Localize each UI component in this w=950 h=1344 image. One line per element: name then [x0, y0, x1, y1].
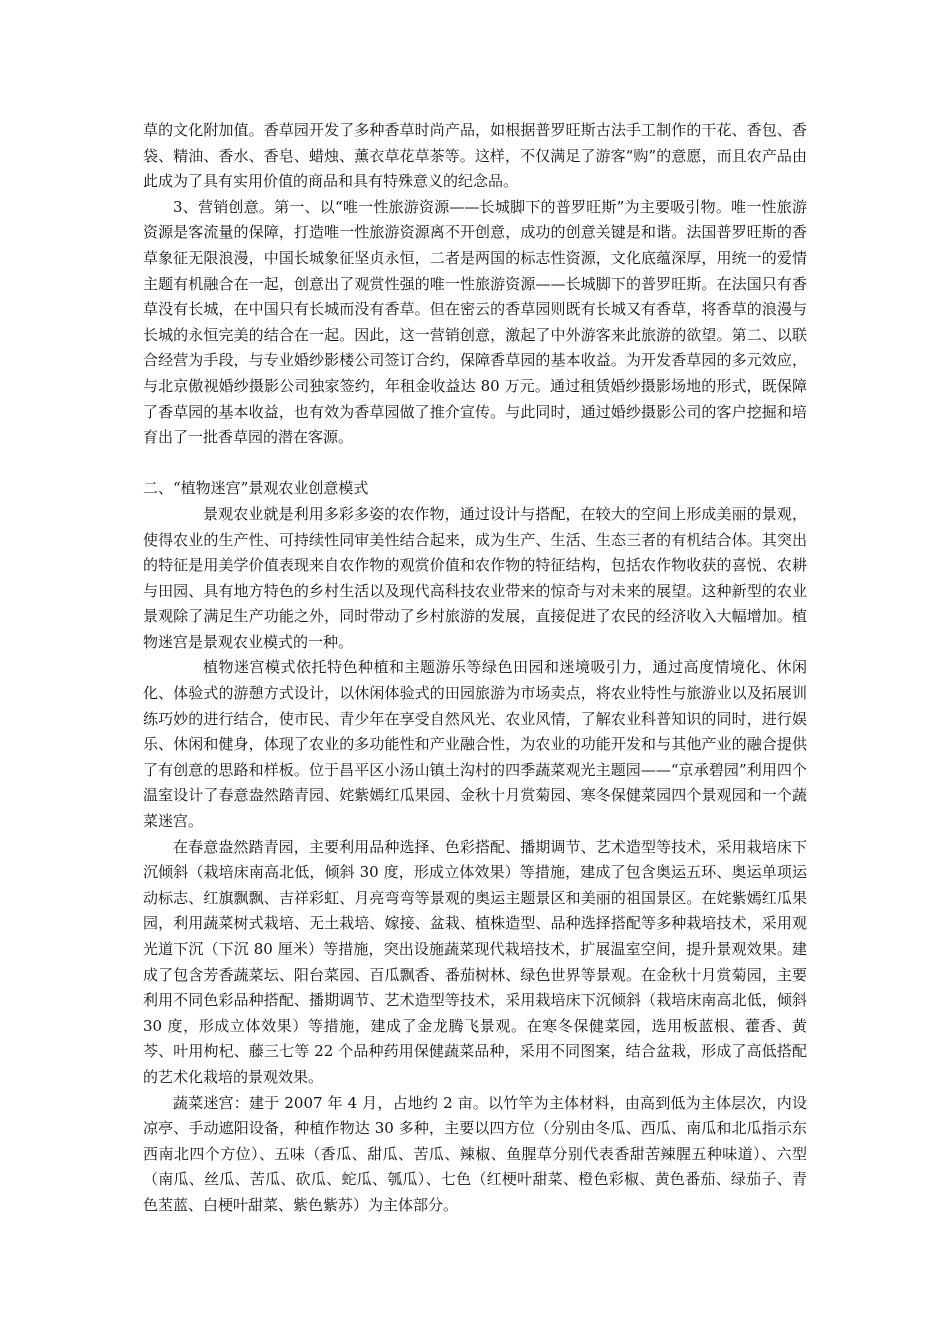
- paragraph-vegetable-maze: 蔬菜迷宫：建于 2007 年 4 月，占地约 2 亩。以竹竿为主体材料，由高到低为主体层次，内设凉亭、手动遮阳设备，种植作物达 30 多种，主要以四方位（分别由冬瓜、西瓜、南瓜和北瓜指示东西南北四个方位）、五味（香瓜、甜瓜、苦瓜、辣椒、鱼腥草分别代表香甜苦辣腥五种味道）、六型（南瓜、丝瓜、苦瓜、砍瓜、蛇瓜、瓠瓜）、七色（红梗叶甜菜、橙色彩椒、黄色番茄、绿茄子、青色苤蓝、白梗叶甜菜、紫色紫苏）为主体部分。: [143, 1093, 807, 1214]
- paragraph-marketing-creativity: 3、营销创意。第一、以“唯一性旅游资源——长城脚下的普罗旺斯”为主要吸引物。唯一性旅游资源是客流量的保障，打造唯一性旅游资源离不开创意，成功的创意关键是和谐。法国普罗旺斯的香草象征无限浪漫，中国长城象征坚贞永恒，二者是两国的标志性资源，文化底蕴深厚，用统一的爱情主题有机融合在一起，创意出了观赏性强的唯一性旅游资源——长城脚下的普罗旺斯。在法国只有香草没有长城，在中国只有长城而没有香草。但在密云的香草园则既有长城又有香草，将香草的浪漫与长城的永恒完美的结合在一起。因此，这一营销创意，激起了中外游客来此旅游的欲望。第二、以联合经营为手段，与专业婚纱影楼公司签订合约，保障香草园的基本收益。为开发香草园的多元效应，与北京傲视婚纱摄影公司独家签约，年租金收益达 80 万元。通过租赁婚纱摄影场地的形式，既保障了香草园的基本收益，也有效为香草园做了推介宣传。与此同时，通过婚纱摄影公司的客户挖掘和培育出了一批香草园的潜在客源。: [143, 197, 807, 447]
- blank-line: [143, 451, 807, 477]
- paragraph-garden-details: 在春意盎然踏青园，主要利用品种选择、色彩搭配、播期调节、艺术造型等技术，采用栽培床下沉倾斜（栽培床南高北低，倾斜 30 度，形成立体效果）等措施，建成了包含奥运五环、奥运单项运动标志、红旗飘飘、吉祥彩虹、月亮弯弯等景观的奥运主题景区和美丽的祖国景区。在姹紫嫣红瓜果园，利用蔬菜树式栽培、无土栽培、嫁接、盆栽、植株造型、品种选择搭配等多种栽培技术，采用观光道下沉（下沉 80 厘米）等措施，突出设施蔬菜现代栽培技术，扩展温室空间，提升景观效果。建成了包含芳香蔬菜坛、阳台菜园、百瓜飘香、番茄树林、绿色世界等景观。在金秋十月赏菊园，主要利用不同色彩品种搭配、播期调节、艺术造型等技术，采用栽培床下沉倾斜（栽培床南高北低，倾斜 30 度，形成立体效果）等措施，建成了金龙腾飞景观。在寒冬保健菜园，选用板蓝根、藿香、黄芩、叶用枸杞、藤三七等 22 个品种药用保健蔬菜品种，采用不同图案，结合盆栽，形成了高低搭配的艺术化栽培的景观效果。: [143, 837, 807, 1086]
- section-heading: 二、“植物迷宫”景观农业创意模式: [143, 479, 369, 498]
- paragraph-landscape-agriculture: 景观农业就是利用多彩多姿的农作物，通过设计与搭配，在较大的空间上形成美丽的景观，使得农业的生产性、可持续性同审美性结合起来，成为生产、生活、生态三者的有机结合体。其突出的特征是用美学价值表现来自农作物的观赏价值和农作物的特征结构，包括农作物收获的喜悦、农耕与田园、具有地方特色的乡村生活以及现代高科技农业带来的惊奇与对未来的展望。这种新型的农业景观除了满足生产功能之外，同时带动了乡村旅游的发展，直接促进了农民的经济收入大幅增加。植物迷宫是景观农业模式的一种。: [143, 504, 807, 651]
- paragraph-product-value: 草的文化附加值。香草园开发了多种香草时尚产品，如根据普罗旺斯古法手工制作的干花、香包、香袋、精油、香水、香皂、蜡烛、薰衣草花草茶等。这样，不仅满足了游客“购”的意愿，而且农产品由此成为了具有实用价值的商品和具有特殊意义的纪念品。: [143, 121, 807, 191]
- paragraph-plant-maze-model: 植物迷宫模式依托特色种植和主题游乐等绿色田园和迷境吸引力，通过高度情境化、休闲化、体验式的游憩方式设计，以休闲体验式的田园旅游为市场卖点，将农业特性与旅游业以及拓展训练巧妙的进行结合，使市民、青少年在享受自然风光、农业风情，了解农业科普知识的同时，进行娱乐、休闲和健身，体现了农业的多功能性和产业融合性，为农业的功能开发和与其他产业的融合提供了有创意的思路和样板。位于昌平区小汤山镇土沟村的四季蔬菜观光主题园——“京承碧园”利用四个温室设计了春意盎然踏青园、姹紫嫣红瓜果园、金秋十月赏菊园、寒冬保健菜园四个景观园和一个蔬菜迷宫。: [143, 658, 807, 831]
- document-page: [143, 118, 807, 1219]
